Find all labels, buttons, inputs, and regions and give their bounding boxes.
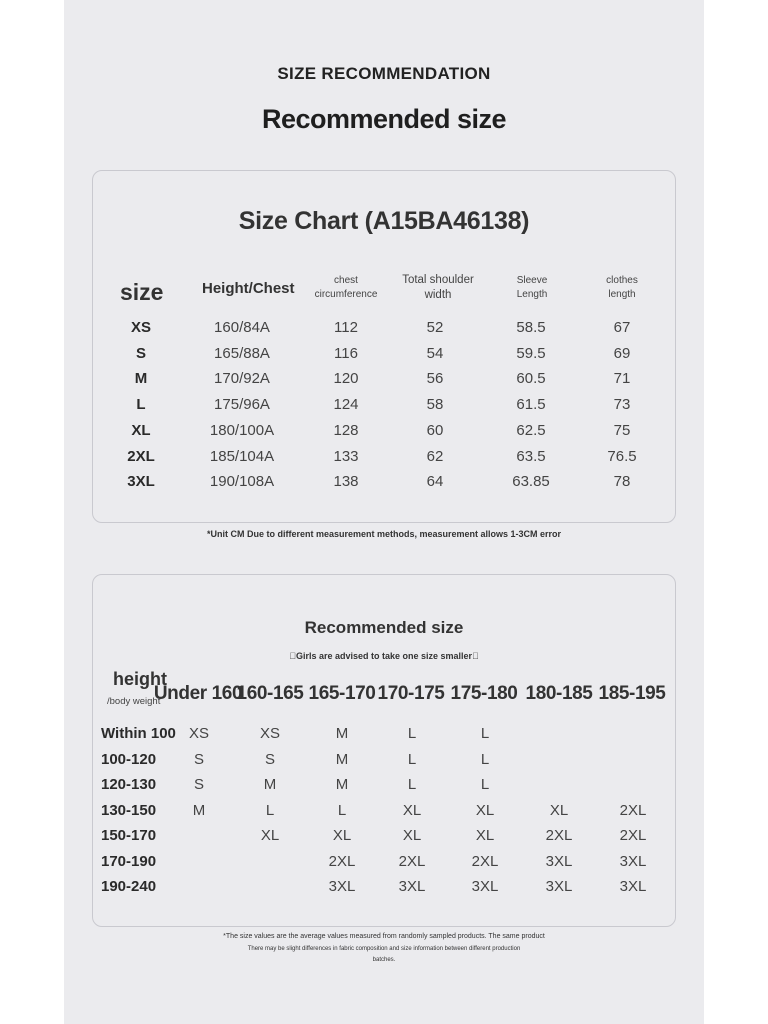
body-weight-label: /body weight [107, 696, 161, 707]
table-cell: 180/100A [209, 421, 275, 439]
weight-range-label: 100-120 [101, 750, 157, 768]
col-header-length: clothes length [606, 275, 638, 300]
recommended-size-cell: 2XL [328, 852, 356, 870]
height-range-label: Under 160 [153, 683, 243, 704]
height-range-label: 175-180 [450, 683, 518, 704]
weight-range-label: 170-190 [101, 852, 157, 870]
table-cell: 69 [613, 344, 631, 362]
recommend-title: Recommended size [304, 618, 464, 637]
table-row [93, 396, 675, 418]
size-chart-card [92, 170, 676, 523]
table-cell: 56 [426, 370, 444, 388]
table-cell: 138 [333, 473, 359, 491]
recommended-size-cell: 3XL [545, 878, 573, 895]
recommended-size-cell: XL [402, 827, 422, 844]
recommended-size-cell: L [265, 801, 275, 819]
recommended-size-cell: XS [259, 725, 281, 742]
table-row [93, 370, 675, 392]
table-cell: 120 [333, 370, 359, 388]
weight-range-label: 120-130 [101, 776, 157, 793]
size-label: 2XL [127, 447, 155, 465]
table-cell: 54 [426, 344, 444, 362]
recommended-size-cell: 2XL [398, 852, 426, 870]
height-range-label: 160-165 [236, 683, 304, 704]
table-cell: 52 [426, 319, 444, 336]
table-row [93, 345, 675, 367]
recommended-size-cell: 2XL [619, 827, 647, 844]
measurement-note: *Unit CM Due to different measurement methods, measurement allows 1-3CM error [206, 529, 562, 539]
footnote-line-3: batches. [372, 957, 396, 963]
height-range-label: 180-185 [525, 683, 593, 704]
table-cell: 62.5 [516, 421, 546, 439]
table-row [93, 473, 675, 495]
col-header-size: size [120, 279, 164, 305]
table-cell: 76.5 [607, 447, 637, 465]
size-label: L [136, 396, 146, 414]
recommend-card [92, 574, 676, 927]
table-cell: 58 [426, 396, 444, 414]
weight-range-label: 150-170 [101, 827, 157, 844]
recommended-size-cell: L [337, 801, 347, 819]
recommended-size-cell: XL [475, 801, 495, 819]
col-header-sleeve: Sleeve Length [516, 275, 548, 300]
table-cell: 165/88A [214, 344, 270, 362]
table-cell: 63.85 [512, 473, 550, 491]
table-cell: 61.5 [516, 396, 546, 414]
recommended-size-cell: XS [188, 725, 210, 742]
size-label: XS [130, 319, 152, 336]
table-cell: 75 [613, 421, 631, 439]
height-label: height [113, 669, 167, 689]
recommended-size-cell: L [407, 750, 417, 768]
size-label: M [134, 370, 148, 388]
recommended-size-cell: XL [475, 827, 495, 844]
recommended-size-cell: L [407, 776, 417, 793]
recommended-size-cell: XL [549, 801, 569, 819]
page [64, 0, 704, 1024]
table-cell: 116 [334, 344, 358, 362]
recommended-size-cell: S [193, 776, 205, 793]
recommended-size-cell: 3XL [619, 878, 647, 895]
table-row [93, 422, 675, 444]
recommended-size-cell: 2XL [619, 801, 647, 819]
recommended-size-cell: S [193, 750, 205, 768]
table-cell: 133 [333, 447, 359, 465]
recommended-size-cell: 3XL [471, 878, 499, 895]
recommended-size-cell: 2XL [471, 852, 499, 870]
recommended-size-cell: S [264, 750, 276, 768]
table-cell: 63.5 [516, 447, 546, 465]
recommended-size-cell: M [335, 750, 349, 768]
table-cell: 60 [426, 421, 444, 439]
recommended-size-cell: XL [402, 801, 422, 819]
footnote-line-2: There may be slight differences in fabric composition and size information between different production [247, 946, 521, 952]
weight-range-label: 130-150 [101, 801, 157, 819]
recommend-subtitle:  Girls are advised to take one size smaller  [289, 651, 479, 661]
size-label: S [135, 344, 147, 362]
recommended-size-cell: XL [332, 827, 352, 844]
table-cell: 60.5 [516, 370, 546, 388]
table-cell: 62 [426, 447, 444, 465]
recommended-size-cell: M [192, 801, 206, 819]
size-label: XL [131, 421, 151, 439]
recommended-size-cell: L [480, 776, 490, 793]
recommended-size-cell: M [335, 725, 349, 742]
table-cell: 59.5 [516, 344, 546, 362]
weight-range-label: Within 100 [101, 725, 176, 742]
recommended-size-cell: L [407, 725, 417, 742]
page-title: Recommended size [261, 104, 507, 134]
height-range-label: 170-175 [377, 683, 445, 704]
table-cell: 170/92A [214, 370, 270, 388]
table-row [93, 319, 675, 341]
table-cell: 78 [613, 473, 631, 491]
table-cell: 112 [334, 319, 358, 336]
table-cell: 185/104A [209, 447, 275, 465]
recommended-size-cell: 3XL [545, 852, 573, 870]
table-cell: 71 [613, 370, 631, 388]
recommended-size-cell: M [335, 776, 349, 793]
col-header-chest: chest circumference [314, 275, 378, 300]
height-range-label: 185-195 [598, 683, 666, 704]
recommended-size-cell: 3XL [398, 878, 426, 895]
recommended-size-cell: L [480, 750, 490, 768]
weight-range-label: 190-240 [101, 878, 157, 895]
table-cell: 67 [613, 319, 631, 336]
height-range-label: 165-170 [308, 683, 376, 704]
footnote-line-1: *The size values are the average values measured from randomly sampled products. The same product [223, 933, 545, 940]
recommended-size-cell: M [263, 776, 277, 793]
table-cell: 128 [333, 421, 359, 439]
table-cell: 124 [333, 396, 359, 414]
recommended-size-cell: 2XL [545, 827, 573, 844]
recommended-size-cell: L [480, 725, 490, 742]
size-chart-title: Size Chart (A15BA46138) [238, 207, 530, 235]
table-cell: 175/96A [214, 396, 270, 414]
col-header-shoulder: Total shoulder width [402, 274, 474, 301]
table-cell: 64 [426, 473, 444, 491]
size-label: 3XL [127, 473, 155, 491]
table-cell: 73 [613, 396, 631, 414]
table-cell: 190/108A [209, 473, 275, 491]
recommended-size-cell: 3XL [328, 878, 356, 895]
table-row [93, 448, 675, 470]
recommended-size-cell: XL [260, 827, 280, 844]
table-cell: 58.5 [516, 319, 546, 336]
recommended-size-cell: 3XL [619, 852, 647, 870]
section-heading: SIZE RECOMMENDATION [277, 64, 491, 83]
table-cell: 160/84A [214, 319, 270, 336]
col-header-height-chest: Height/Chest [202, 280, 295, 297]
